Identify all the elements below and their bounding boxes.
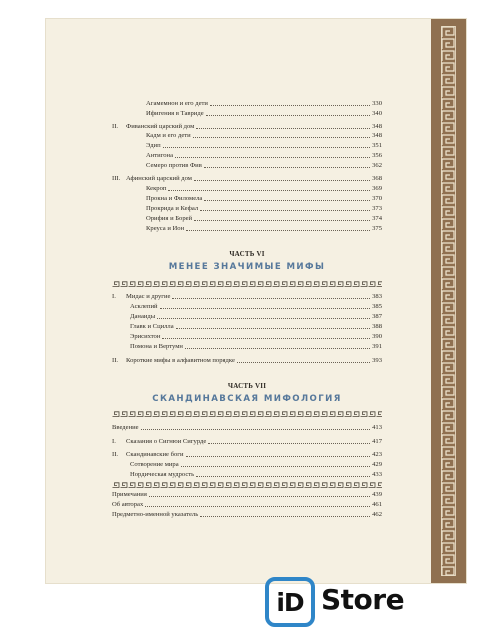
part-6-label: ЧАСТЬ VI (229, 250, 265, 258)
idstore-logo (265, 577, 403, 631)
leader-dots (194, 220, 370, 221)
greek-key-divider (112, 482, 382, 488)
toc-entry[interactable]: I. Мидас и другие 383 (112, 293, 382, 300)
leader-dots (194, 180, 370, 181)
toc-entry[interactable]: Прокрида и Кефал 373 (146, 205, 382, 212)
leader-dots (196, 476, 370, 477)
leader-dots (185, 348, 370, 349)
leader-dots (204, 167, 370, 168)
toc-entry[interactable]: Кекроп 369 (146, 185, 382, 192)
leader-dots (172, 298, 370, 299)
logo-wordmark: Store (321, 583, 405, 616)
toc-entry[interactable]: Данаиды 387 (130, 313, 382, 320)
leader-dots (208, 443, 370, 444)
toc-entry[interactable]: Эдип 351 (146, 142, 382, 149)
greek-key-divider (112, 281, 382, 287)
part-7-title: СКАНДИНАВСКАЯ МИФОЛОГИЯ (152, 394, 342, 404)
logo-badge: iD (265, 577, 315, 627)
toc-entry[interactable]: Примечания 439 (112, 491, 382, 498)
leader-dots (163, 147, 370, 148)
toc-entry[interactable]: Предметно-именной указатель 462 (112, 511, 382, 518)
leader-dots (181, 466, 370, 467)
toc-entry[interactable]: Семеро против Фив 362 (146, 162, 382, 169)
leader-dots (141, 429, 370, 430)
leader-dots (204, 200, 370, 201)
toc-entry[interactable]: Ифигения в Тавриде 340 (146, 110, 382, 117)
leader-dots (210, 105, 370, 106)
toc-entry[interactable]: II. Короткие мифы в алфавитном порядке 393 (112, 357, 382, 364)
toc-entry[interactable]: I. Сказания о Сигнюи Сигурде 417 (112, 438, 382, 445)
leader-dots (200, 516, 370, 517)
leader-dots (193, 137, 370, 138)
toc-entry[interactable]: Кадм и его дети 348 (146, 132, 382, 139)
leader-dots (186, 456, 371, 457)
toc-entry[interactable]: Эрисихтон 390 (130, 333, 382, 340)
leader-dots (186, 230, 370, 231)
leader-dots (145, 506, 370, 507)
greek-key-divider (112, 411, 382, 417)
leader-dots (168, 190, 370, 191)
toc-entry[interactable]: II. Фиванский царский дом 348 (112, 123, 382, 130)
toc-entry[interactable]: III. Афинский царский дом 368 (112, 175, 382, 182)
part-7-label: ЧАСТЬ VII (227, 382, 267, 390)
leader-dots (157, 318, 370, 319)
toc-entry[interactable]: Нордическая мудрость 433 (130, 471, 382, 478)
toc-entry[interactable]: Прокна и Филомела 370 (146, 195, 382, 202)
leader-dots (237, 362, 370, 363)
leader-dots (160, 308, 370, 309)
toc-entry[interactable]: Сотворение мира 429 (130, 461, 382, 468)
leader-dots (206, 115, 370, 116)
leader-dots (200, 210, 370, 211)
toc-entry[interactable]: Об авторах 461 (112, 501, 382, 508)
greek-key-border (441, 26, 456, 576)
leader-dots (149, 496, 370, 497)
toc-entry[interactable]: II. Скандинавские боги 423 (112, 451, 382, 458)
leader-dots (176, 328, 370, 329)
toc-entry[interactable]: Орифия и Борей 374 (146, 215, 382, 222)
part-6-title: МЕНЕЕ ЗНАЧИМЫЕ МИФЫ (168, 262, 326, 272)
toc-entry[interactable]: Агамемнон и его дети 330 (146, 100, 382, 107)
leader-dots (175, 157, 370, 158)
toc-entry[interactable]: Асклепий 385 (130, 303, 382, 310)
toc-entry[interactable]: Помона и Вертумн 391 (130, 343, 382, 350)
toc-entry[interactable]: Антигона 356 (146, 152, 382, 159)
toc-entry[interactable]: Креуса и Ион 375 (146, 225, 382, 232)
toc-entry[interactable]: Введение 413 (112, 424, 382, 431)
leader-dots (196, 128, 370, 129)
toc-entry[interactable]: Главк и Сцилла 388 (130, 323, 382, 330)
leader-dots (162, 338, 370, 339)
